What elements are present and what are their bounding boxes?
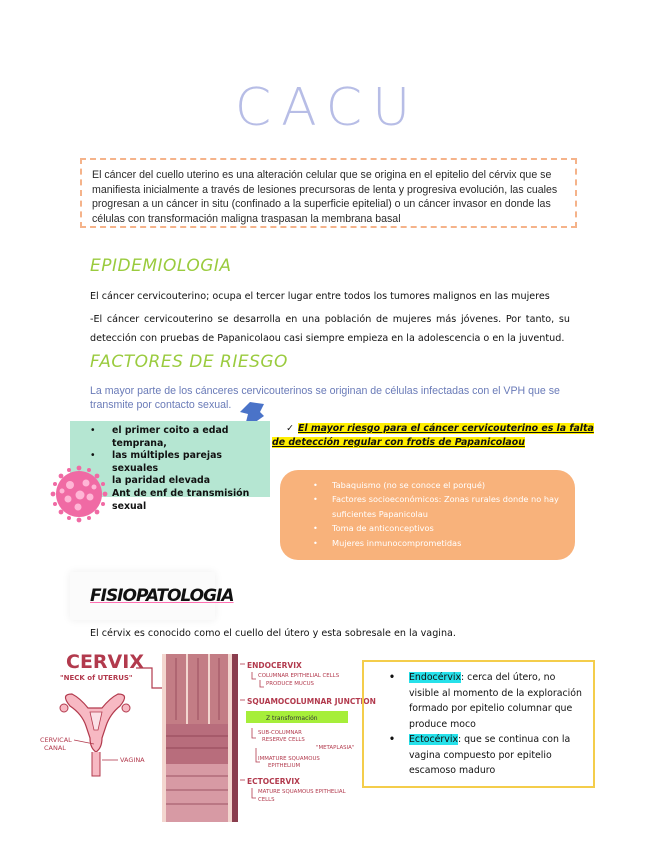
page-title: CACU xyxy=(234,78,421,138)
other-factor-item: • Tabaquismo (no se conoce el porqué) xyxy=(332,478,575,492)
risk-factor-item: • las múltiples parejas sexuales xyxy=(112,450,270,475)
diagram-sub-columnar-label-2: RESERVE CELLS xyxy=(262,737,305,743)
epidemiologia-heading: EPIDEMIOLOGIA xyxy=(90,256,232,276)
diagram-transform-label: Z transformación xyxy=(266,715,318,722)
risk-factor-item: • el primer coito a edad temprana, xyxy=(112,425,270,450)
diagram-immature-label-1: IMMATURE SQUAMOUS xyxy=(258,756,320,762)
diagram-endocervix-label: ENDOCERVIX xyxy=(247,661,302,670)
intro-box: El cáncer del cuello uterino es una alteración celular que se origina en el epitelio del cérvix que se manifiesta inicialmente a través de lesiones precursoras de lenta y progresiva evolución, las cuales progresan a un cáncer in situ (confinado a la superficie epitelial) o un cáncer invasor en donde las células con transformación maligna traspasan la membrana basal xyxy=(80,158,577,228)
other-factor-item: • Mujeres inmunocomprometidas xyxy=(332,536,575,550)
fisiopatologia-paragraph: El cérvix es conocido como el cuello del útero y esta sobresale en la vagina. xyxy=(90,628,456,639)
diagram-sub-columnar-label-1: SUB-COLUMNAR xyxy=(258,730,302,736)
other-factor-item: • Toma de anticonceptivos xyxy=(332,521,575,535)
cervix-diagram xyxy=(40,648,376,823)
diagram-ectocervix-label: ECTOCERVIX xyxy=(247,777,300,786)
diagram-columnar-label: COLUMNAR EPITHELIAL CELLS xyxy=(258,673,340,679)
ectocervix-text: : que se continua con la vagina compuesto por epitelio escamoso maduro xyxy=(409,734,571,776)
risk-factor-item: • Ant de enf de transmisión sexual xyxy=(112,488,270,513)
factores-heading: FACTORES DE RIESGO xyxy=(90,352,288,372)
virus-icon xyxy=(50,465,108,523)
diagram-junction-label: SQUAMOCOLUMNAR JUNCTION xyxy=(247,697,376,706)
diagram-vagina-label: VAGINA xyxy=(120,756,145,764)
epidemiologia-paragraph-1: El cáncer cervicouterino; ocupa el tercer lugar entre todos los tumores malignos en las mujeres xyxy=(90,291,550,302)
diagram-mature-label-1: MATURE SQUAMOUS EPITHELIAL xyxy=(258,789,346,795)
endo-ecto-box xyxy=(362,660,595,788)
diagram-cervical-canal-label-2: CANAL xyxy=(44,744,66,752)
ectocervix-label: Ectocérvix xyxy=(409,734,458,745)
diagram-immature-label-2: EPITHELIUM xyxy=(268,763,301,769)
ectocervix-item xyxy=(409,732,585,779)
check-icon: ✓ xyxy=(286,423,294,434)
diagram-metaplasia-label: "METAPLASIA" xyxy=(316,745,355,751)
diagram-mucus-label: PRODUCE MUCUS xyxy=(266,681,314,687)
other-factors-box xyxy=(280,470,575,560)
diagram-cervical-canal-label-1: CERVICAL xyxy=(40,736,72,744)
vph-text: La mayor parte de los cánceres cervicouterinos se originan de células infectadas con el VPH que se transmite por contacto sexual. xyxy=(90,385,560,411)
endocervix-label: Endocérvix xyxy=(409,672,462,683)
diagram-mature-label-2: CELLS xyxy=(258,797,275,803)
main-risk-highlight: El mayor riesgo para el cáncer cervicouterino es la falta de detección regular con frotis de Papanicolaou xyxy=(272,423,594,448)
other-factor-item: • Factores socioeconómicos: Zonas rurales donde no hay suficientes Papanicolau xyxy=(332,492,575,521)
endocervix-text: : cerca del útero, no visible al momento de la exploración formado por epitelio columnar que produce moco xyxy=(409,672,582,730)
main-risk-text xyxy=(272,422,602,450)
endocervix-item xyxy=(409,670,585,732)
tissue-column-graphic xyxy=(162,654,238,822)
epidemiologia-paragraph-2: -El cáncer cervicouterino se desarrolla en una población de mujeres más jóvenes. Por tanto, su detección con pruebas de Papanicolaou casi siempre empieza en la adolescencia o en la juventud. xyxy=(90,314,570,344)
risk-factor-item: • la paridad elevada xyxy=(112,475,270,488)
diagram-neck-label: "NECK of UTERUS" xyxy=(60,674,133,682)
diagram-cervix-label: CERVIX xyxy=(66,651,144,673)
fisiopatologia-heading: FISIOPATOLOGIA xyxy=(90,586,234,606)
